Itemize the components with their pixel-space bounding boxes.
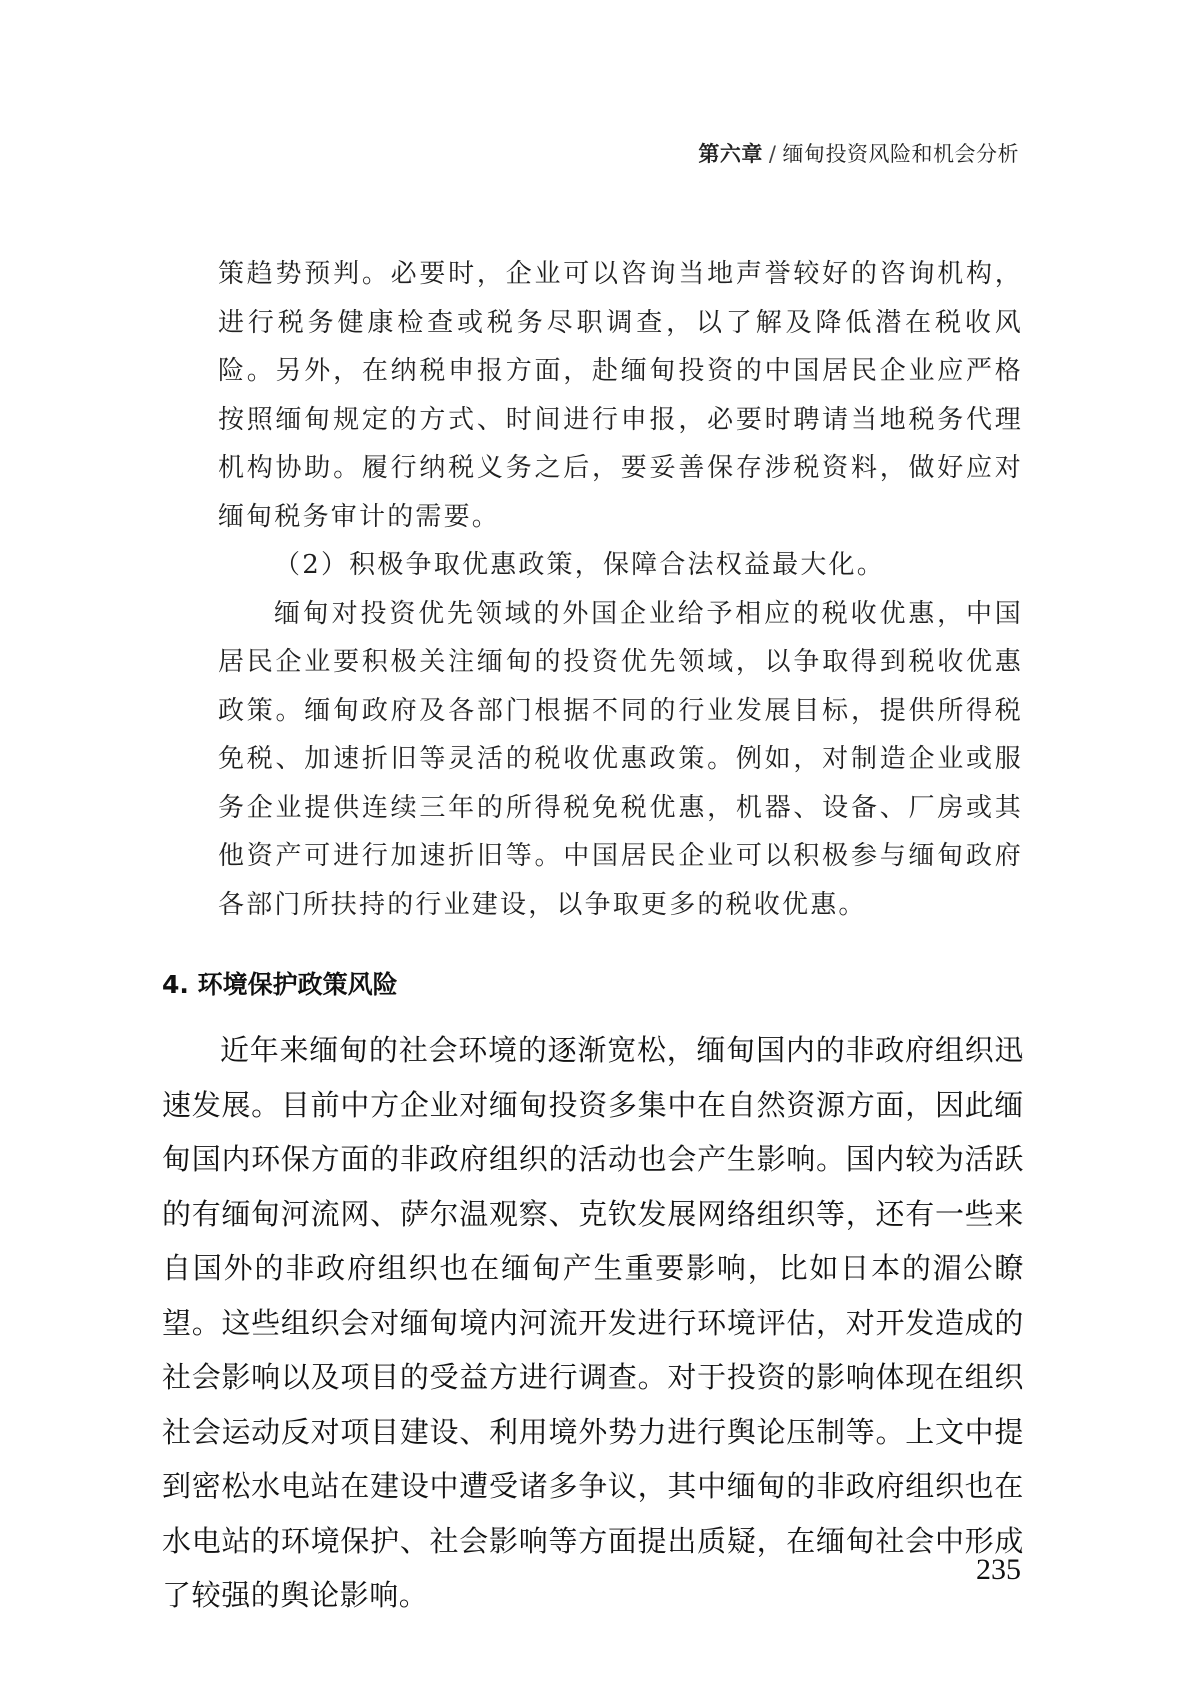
body-text-block — [162, 1023, 1024, 1623]
chapter-title: 缅甸投资风险和机会分析 — [782, 142, 1019, 166]
page-number: 235 — [976, 1553, 1021, 1586]
section-heading: 4. 环境保护政策风险 — [162, 970, 398, 999]
running-header — [698, 138, 1019, 168]
chapter-label: 第六章 — [698, 142, 763, 166]
header-separator: / — [768, 142, 777, 166]
body-paragraph-1: 近年来缅甸的社会环境的逐渐宽松，缅甸国内的非政府组织迅速发展。目前中方企业对缅甸投资多集中在自然资源方面，因此缅甸国内环保方面的非政府组织的活动也会产生影响。国内较为活跃的有缅甸河流网、萨尔温观察、克钦发展网络组织等，还有一些来自国外的非政府组织也在缅甸产生重要影响，比如日本的湄公瞭望。这些组织会对缅甸境内河流开发进行环境评估，对开发造成的社会影响以及项目的受益方进行调查。对于投资的影响体现在组织社会运动反对项目建设、利用境外势力进行舆论压制等。上文中提到密松水电站在建设中遭受诸多争议，其中缅甸的非政府组织也在水电站的环境保护、社会影响等方面提出质疑，在缅甸社会中形成了较强的舆论影响。 — [162, 1033, 1024, 1612]
quote-paragraph-1: 策趋势预判。必要时，企业可以咨询当地声誉较好的咨询机构，进行税务健康检查或税务尽职调查，以了解及降低潜在税收风险。另外，在纳税申报方面，赴缅甸投资的中国居民企业应严格按照缅甸规定的方式、时间进行申报，必要时聘请当地税务代理机构协助。履行纳税义务之后，要妥善保存涉税资料，做好应对缅甸税务审计的需要。 — [218, 259, 1023, 532]
quoted-text-block — [218, 250, 1023, 929]
quote-paragraph-2: （2）积极争取优惠政策，保障合法权益最大化。 — [274, 550, 885, 580]
quote-paragraph-3: 缅甸对投资优先领域的外国企业给予相应的税收优惠，中国居民企业要积极关注缅甸的投资优先领域，以争取得到税收优惠政策。缅甸政府及各部门根据不同的行业发展目标，提供所得税免税、加速折旧等灵活的税收优惠政策。例如，对制造企业或服务企业提供连续三年的所得税免税优惠，机器、设备、厂房或其他资产可进行加速折旧等。中国居民企业可以积极参与缅甸政府各部门所扶持的行业建设，以争取更多的税收优惠。 — [218, 598, 1023, 920]
